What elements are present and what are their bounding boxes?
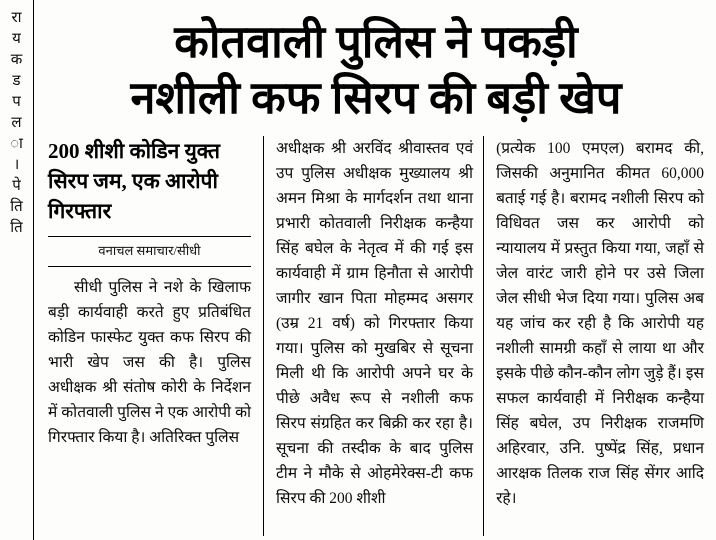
article-column-2 xyxy=(264,136,484,536)
left-margin-char: रा xyxy=(11,10,22,26)
article-columns xyxy=(48,136,704,536)
article-column-1 xyxy=(48,136,264,536)
left-margin-char: ड xyxy=(12,73,21,89)
left-margin-char: ल xyxy=(11,115,22,131)
left-margin-char: प xyxy=(12,94,21,110)
article-subheadline: 200 शीशी कोडिन युक्त सिरप जम, एक आरोपी गिरफ्तार xyxy=(48,139,220,223)
headline-line-1: कोतवाली पुलिस ने पकड़ी xyxy=(174,17,578,67)
left-margin-char: पे xyxy=(12,178,21,194)
left-margin-char: य xyxy=(12,31,21,47)
left-margin-column xyxy=(0,0,34,540)
article-byline: वनाचल समाचार/सीधी xyxy=(98,243,201,258)
article-body-column-1: सीधी पुलिस ने नशे के खिलाफ बड़ी कार्यवाही करते हुए प्रतिबंधित कोडिन फास्फेट युक्त कफ सिरप की भारी खेप जस की है। पुलिस अधीक्षक श्री संतोष कोरी के निर्देशन में कोतवाली पुलिस ने एक आरोपी को गिरफ्तार किया है। अतिरिक्त पुलिस xyxy=(48,279,251,446)
byline-rule-top xyxy=(48,236,251,237)
article-column-3 xyxy=(484,136,704,536)
byline-rule-bottom xyxy=(48,266,251,267)
left-margin-char: क xyxy=(10,52,23,68)
left-margin-char: । xyxy=(13,157,20,173)
article-body-column-2: अधीक्षक श्री अरविंद श्रीवास्तव एवं उप पुलिस अधीक्षक मुख्यालय श्री अमन मिश्रा के मार्गदर्शन तथा थाना प्रभारी कोतवाली निरीक्षक कन्हैया सिंह बघेल के नेतृत्व में की गई इस कार्यवाही में ग्राम हिनौता से आरोपी जागीर खान पिता मोहम्मद असगर (उम्र 21 वर्ष) को गिरफ्तार किया गया। पुलिस को मुखबिर से सूचना मिली थी कि आरोपी अपने घर के पीछे अवैध रूप से नशीली कफ सिरप संग्रहित कर बिक्री कर रहा है। सूचना की तस्दीक के बाद पुलिस टीम ने मौके से ओहमेरेक्स-टी कफ सिरप की 200 शीशी xyxy=(276,140,474,507)
left-margin-char: ा xyxy=(10,136,23,152)
left-margin-char: ति xyxy=(10,199,23,215)
article-content xyxy=(34,0,716,540)
article-headline xyxy=(48,16,704,124)
left-margin-char: ति xyxy=(10,220,23,236)
headline-line-2: नशीली कफ सिरप की बड़ी खेप xyxy=(130,73,622,123)
article-body-column-3: (प्रत्येक 100 एमएल) बरामद की, जिसकी अनुमानित कीमत 60,000 बताई गई है। बरामद नशीली सिरप को विधिवत जस कर आरोपी को न्यायालय में प्रस्तुत किया गया, जहाँ से जेल वारंट जारी होने पर उसे जिला जेल सीधी भेज दिया गया। पुलिस अब यह जांच कर रही है कि आरोपी यह नशीली सामग्री कहाँ से लाया था और इसके पीछे कौन-कौन लोग जुड़े हैं। इस सफल कार्यवाही में निरीक्षक कन्हैया सिंह बघेल, उप निरीक्षक राजमणि अहिरवार, उनि. पुष्पेंद्र सिंह, प्रधान आरक्षक तिलक राज सिंह सेंगर आदि रहे। xyxy=(496,140,705,507)
